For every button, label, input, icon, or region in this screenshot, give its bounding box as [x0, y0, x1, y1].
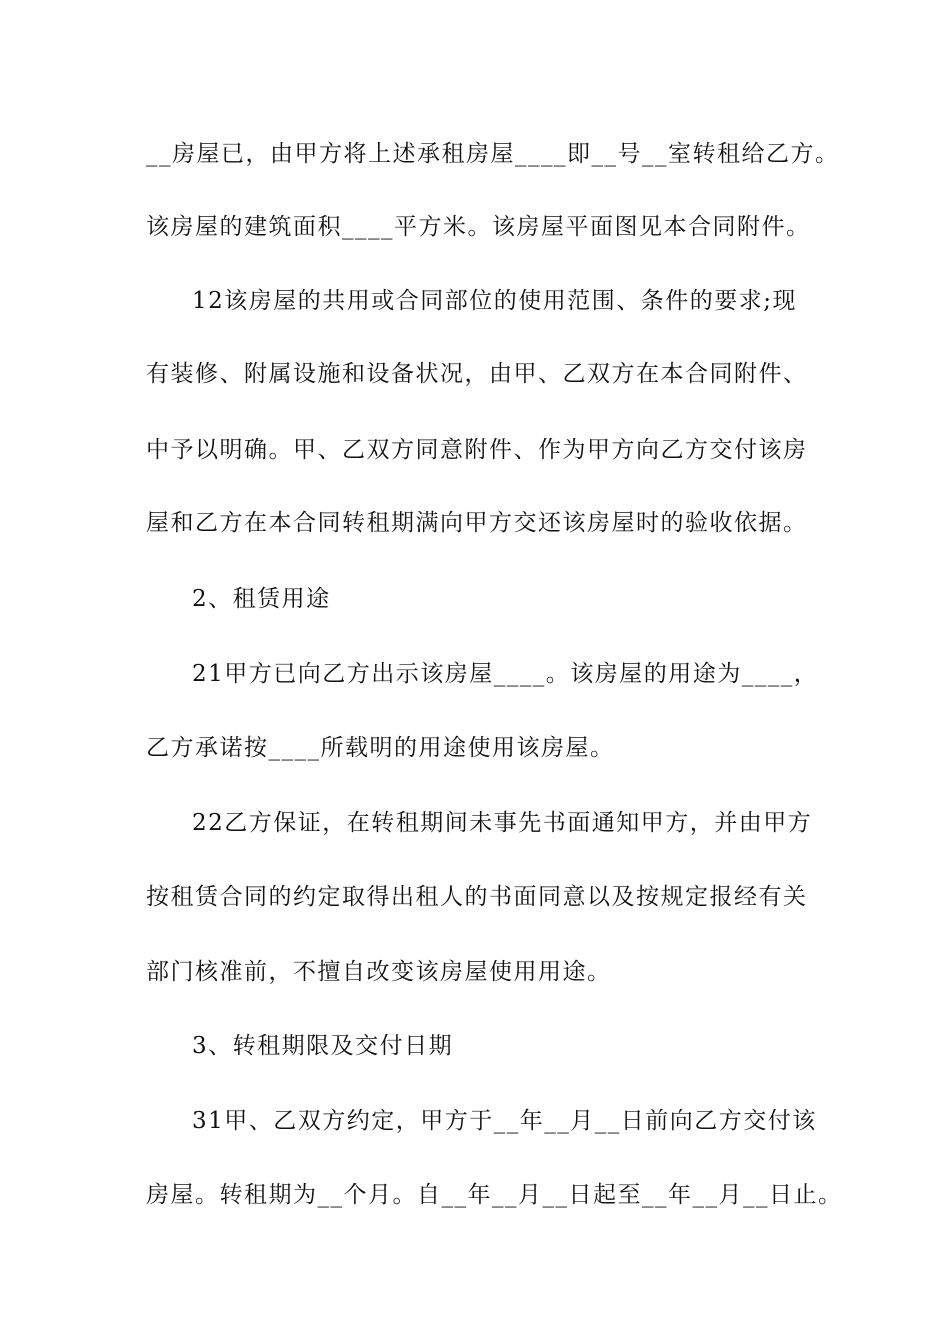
text-line: 中予以明确。甲、乙双方同意附件、作为甲方向乙方交付该房 — [146, 437, 808, 463]
text-line: 21甲方已向乙方出示该房屋____。该房屋的用途为____， — [192, 661, 819, 687]
text-line: 有装修、附属设施和设备状况，由甲、乙双方在本合同附件、 — [146, 361, 808, 387]
section-heading: 3、转租期限及交付日期 — [192, 1033, 454, 1059]
text-line: 12该房屋的共用或合同部位的使用范围、条件的要求;现 — [192, 288, 798, 314]
text-line: __房屋已，由甲方将上述承租房屋____即__号__室转租给乙方。 — [146, 141, 840, 167]
text-line: 按租赁合同的约定取得出租人的书面同意以及按规定报经有关 — [146, 884, 808, 910]
text-line: 房屋。转租期为__个月。自__年__月__日起至__年__月__日止。 — [146, 1182, 843, 1208]
text-line: 部门核准前，不擅自改变该房屋使用用途。 — [146, 959, 612, 985]
text-line: 该房屋的建筑面积____平方米。该房屋平面图见本合同附件。 — [146, 214, 811, 240]
text-line: 22乙方保证，在转租期间未事先书面通知甲方，并由甲方 — [192, 810, 813, 836]
text-line: 屋和乙方在本合同转租期满向甲方交还该房屋时的验收依据。 — [146, 510, 808, 536]
text-line: 乙方承诺按____所载明的用途使用该房屋。 — [146, 735, 615, 761]
text-line: 31甲、乙双方约定，甲方于__年__月__日前向乙方交付该 — [192, 1108, 817, 1134]
section-heading: 2、租赁用途 — [192, 586, 331, 612]
